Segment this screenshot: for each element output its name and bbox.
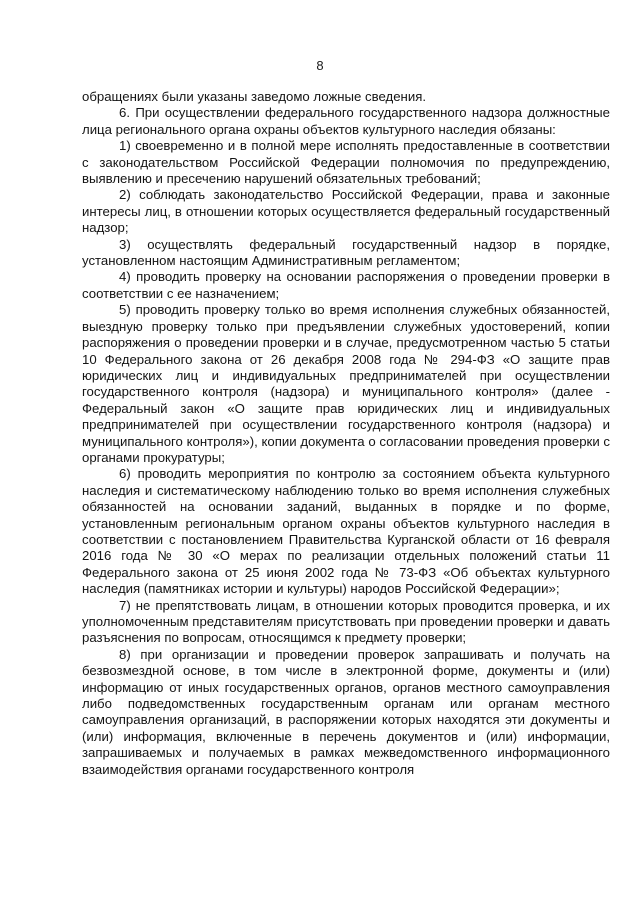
paragraph-item-6: 6) проводить мероприятия по контролю за состоянием объекта культурного наследия и систематическому наблюдению только во время исполнения служебных обязанностей на основании заданий, выданных в порядке и по форме, установленным региональным органом охраны объектов культурного наследия в соответствии с постановлением Правительства Курганской области от 16 февраля 2016 года № 30 «О мерах по реализации отдельных положений статьи 11 Федерального закона от 25 июня 2002 года № 73-ФЗ «Об объектах культурного наследия (памятниках истории и культуры) народов Российской Федерации»; (82, 466, 610, 597)
paragraph-item-3: 3) осуществлять федеральный государственный надзор в порядке, установленном настоящим Административным регламентом; (82, 236, 610, 269)
paragraph-item-2: 2) соблюдать законодательство Российской Федерации, права и законные интересы лиц, в отношении которых осуществляется федеральный государственный надзор; (82, 187, 610, 236)
paragraph-item-4: 4) проводить проверку на основании распоряжения о проведении проверки в соответствии с ее назначением; (82, 269, 610, 301)
paragraph-item-7: 7) не препятствовать лицам, в отношении которых проводится проверка, и их уполномоченным представителям присутствовать при проведении проверки и давать разъяснения по вопросам, относящимся к предмету проверки; (82, 597, 610, 646)
document-body (82, 89, 610, 778)
paragraph-item-8: 8) при организации и проведении проверок запрашивать и получать на безвозмездной основе, в том числе в электронной форме, документы и (или) информацию от иных государственных органов, органов местного самоуправления либо подведомственных государственным органам или органам местного самоуправления организаций, в распоряжении которых находятся эти документы и (или) информация, включенные в перечень документов и (или) информации, запрашиваемых и получаемых в рамках межведомственного информационного взаимодействия органами государственного контроля (82, 646, 610, 777)
paragraph-item-5: 5) проводить проверку только во время исполнения служебных обязанностей, выездную проверку только при предъявлении служебных удостоверений, копии распоряжения о проведении проверки и в случае, предусмотренном частью 5 статьи 10 Федерального закона от 26 декабря 2008 года № 294-ФЗ «О защите прав юридических лиц и индивидуальных предпринимателей при осуществлении государственного контроля (надзора) и муниципального контроля» (далее - Федеральный закон «О защите прав юридических лиц и индивидуальных предпринимателей при осуществлении государственного контроля (надзора) и муниципального контроля»), копии документа о согласовании проведения проверки с органами прокуратуры; (82, 302, 610, 465)
page-number: 8 (316, 58, 324, 73)
paragraph-continuation: обращениях были указаны заведомо ложные сведения. (82, 89, 427, 104)
paragraph-item-1: 1) своевременно и в полной мере исполнять предоставленные в соответствии с законодательством Российской Федерации полномочия по предупреждению, выявлению и пресечению нарушений обязательных требований; (82, 138, 610, 187)
paragraph-clause-6: 6. При осуществлении федерального государственного надзора должностные лица регионального органа охраны объектов культурного наследия обязаны: (82, 105, 610, 137)
